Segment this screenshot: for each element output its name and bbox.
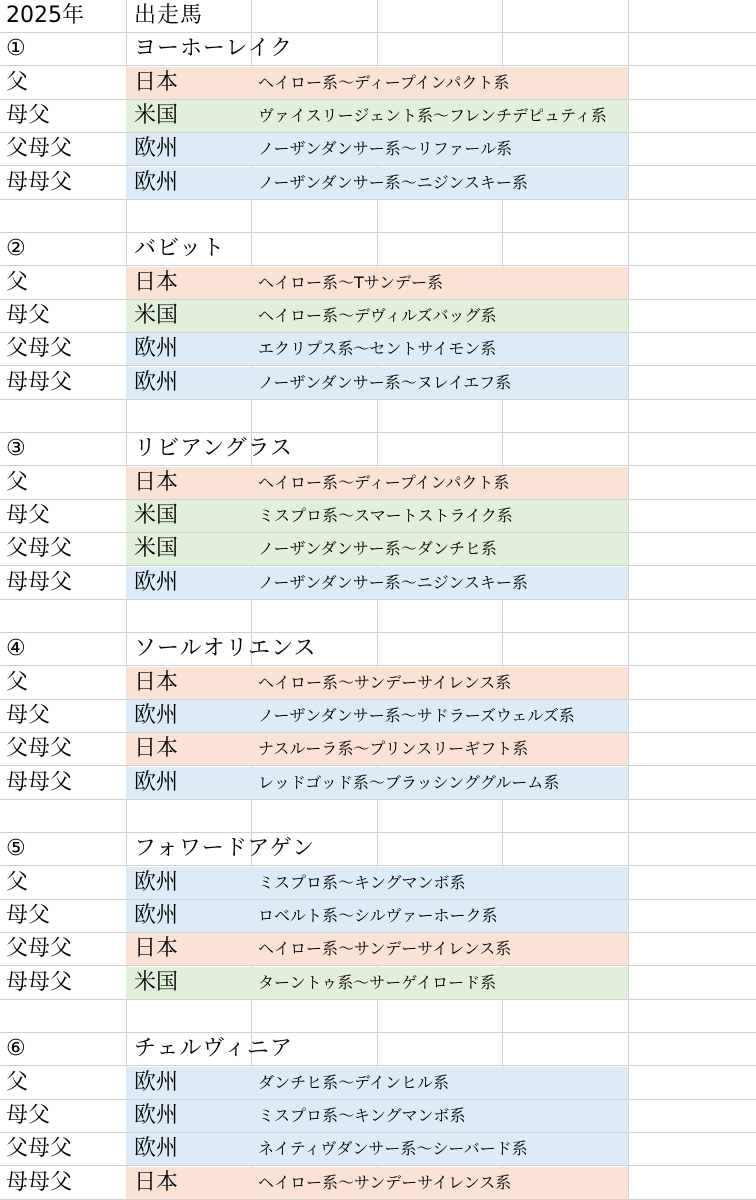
pedigree-row[interactable]	[0, 500, 756, 533]
region-cell[interactable]: 欧州	[134, 1102, 179, 1128]
sire-line-cell[interactable]: ヘイロー系～デヴィルズバッグ系	[258, 305, 497, 325]
region-cell[interactable]: 米国	[134, 536, 179, 562]
horse-number-cell[interactable]: ⑤	[6, 836, 26, 862]
region-cell[interactable]: 欧州	[134, 369, 179, 395]
relation-cell[interactable]: 母父	[6, 102, 51, 128]
horse-name-row[interactable]	[0, 433, 756, 466]
region-cell[interactable]: 欧州	[134, 769, 179, 795]
relation-cell[interactable]: 母母父	[6, 169, 73, 195]
horse-name-row[interactable]	[0, 1033, 756, 1066]
pedigree-row[interactable]	[0, 733, 756, 766]
pedigree-row[interactable]	[0, 167, 756, 200]
region-cell[interactable]: 日本	[134, 269, 179, 295]
relation-cell[interactable]: 父母父	[6, 1136, 73, 1162]
empty-row[interactable]	[0, 200, 756, 233]
region-cell[interactable]: 日本	[134, 469, 179, 495]
horse-name-cell[interactable]: チェルヴィニア	[134, 1036, 294, 1062]
sire-line-cell[interactable]: レッドゴッド系～ブラッシンググルーム系	[258, 772, 560, 792]
horse-name-cell[interactable]: バビット	[134, 236, 226, 262]
sire-line-cell[interactable]: ミスプロ系～スマートストライク系	[258, 505, 513, 525]
pedigree-row[interactable]	[0, 333, 756, 366]
region-cell[interactable]: 米国	[134, 102, 179, 128]
pedigree-row[interactable]	[0, 767, 756, 800]
pedigree-row[interactable]	[0, 1100, 756, 1133]
pedigree-row[interactable]	[0, 933, 756, 966]
relation-cell[interactable]: 母母父	[6, 569, 73, 595]
relation-cell[interactable]: 父母父	[6, 536, 73, 562]
sire-line-cell[interactable]: ミスプロ系～キングマンボ系	[258, 872, 466, 892]
year-cell[interactable]: 2025年	[6, 3, 84, 28]
pedigree-row[interactable]	[0, 567, 756, 600]
relation-cell[interactable]: 父	[6, 69, 29, 95]
pedigree-row[interactable]	[0, 300, 756, 333]
sire-line-cell[interactable]: ミスプロ系～キングマンボ系	[258, 1105, 466, 1125]
region-cell[interactable]: 欧州	[134, 1136, 179, 1162]
sire-line-cell[interactable]: ノーザンダンサー系～サドラーズウェルズ系	[258, 705, 575, 725]
relation-cell[interactable]: 父母父	[6, 136, 73, 162]
horse-name-row[interactable]	[0, 833, 756, 866]
horse-number-cell[interactable]: ①	[6, 36, 26, 62]
relation-cell[interactable]: 父	[6, 469, 29, 495]
relation-cell[interactable]: 父母父	[6, 336, 73, 362]
pedigree-row[interactable]	[0, 1133, 756, 1166]
horse-number-cell[interactable]: ⑥	[6, 1036, 26, 1062]
relation-cell[interactable]: 母母父	[6, 969, 73, 995]
region-cell[interactable]: 欧州	[134, 569, 179, 595]
sire-line-cell[interactable]: ヘイロー系～ディープインパクト系	[258, 72, 510, 92]
sire-line-cell[interactable]: ターントゥ系～サーゲイロード系	[258, 972, 497, 992]
relation-cell[interactable]: 母父	[6, 902, 51, 928]
sire-line-cell[interactable]: ノーザンダンサー系～ヌレイエフ系	[258, 372, 512, 392]
horse-number-cell[interactable]: ③	[6, 436, 26, 462]
pedigree-row[interactable]	[0, 133, 756, 166]
relation-cell[interactable]: 父	[6, 869, 29, 895]
sire-line-cell[interactable]: ノーザンダンサー系～ニジンスキー系	[258, 172, 528, 192]
sire-line-cell[interactable]: ノーザンダンサー系～ダンチヒ系	[258, 539, 497, 559]
horse-number-cell[interactable]: ④	[6, 636, 26, 662]
pedigree-row[interactable]	[0, 100, 756, 133]
sire-line-cell[interactable]: ダンチヒ系～デインヒル系	[258, 1072, 450, 1092]
region-cell[interactable]: 米国	[134, 969, 179, 995]
horse-number-cell[interactable]: ②	[6, 236, 26, 262]
horse-name-row[interactable]	[0, 633, 756, 666]
entries-header-cell[interactable]: 出走馬	[134, 3, 204, 28]
region-cell[interactable]: 日本	[134, 69, 179, 95]
horse-name-cell[interactable]: ヨーホーレイク	[134, 36, 294, 62]
region-cell[interactable]: 日本	[134, 669, 179, 695]
empty-row[interactable]	[0, 800, 756, 833]
pedigree-row[interactable]	[0, 700, 756, 733]
horse-name-cell[interactable]: フォワードアゲン	[134, 836, 316, 862]
pedigree-row[interactable]	[0, 1167, 756, 1200]
horse-name-row[interactable]	[0, 33, 756, 66]
horse-name-cell[interactable]: ソールオリエンス	[134, 636, 317, 662]
empty-row[interactable]	[0, 600, 756, 633]
relation-cell[interactable]: 母母父	[6, 369, 73, 395]
header-row[interactable]	[0, 0, 756, 33]
relation-cell[interactable]: 父母父	[6, 936, 73, 962]
region-cell[interactable]: 日本	[134, 936, 179, 962]
region-cell[interactable]: 米国	[134, 502, 179, 528]
horse-name-row[interactable]	[0, 233, 756, 266]
sire-line-cell[interactable]: ヘイロー系～Tサンデー系	[258, 272, 443, 292]
region-cell[interactable]: 日本	[134, 736, 179, 762]
region-cell[interactable]: 欧州	[134, 902, 179, 928]
sire-line-cell[interactable]: ネイティヴダンサー系～シーバード系	[258, 1139, 528, 1159]
pedigree-row[interactable]	[0, 967, 756, 1000]
pedigree-row[interactable]	[0, 467, 756, 500]
horse-name-cell[interactable]: リビアングラス	[134, 436, 294, 462]
pedigree-row[interactable]	[0, 1067, 756, 1100]
pedigree-row[interactable]	[0, 667, 756, 700]
relation-cell[interactable]: 父	[6, 669, 29, 695]
empty-row[interactable]	[0, 400, 756, 433]
region-cell[interactable]: 欧州	[134, 1069, 179, 1095]
pedigree-row[interactable]	[0, 900, 756, 933]
region-cell[interactable]: 米国	[134, 302, 179, 328]
sire-line-cell[interactable]: ナスルーラ系～プリンスリーギフト系	[258, 739, 529, 759]
relation-cell[interactable]: 母父	[6, 1102, 51, 1128]
sire-line-cell[interactable]: ヴァイスリージェント系～フレンチデピュティ系	[258, 105, 607, 125]
pedigree-row[interactable]	[0, 867, 756, 900]
sire-line-cell[interactable]: ヘイロー系～サンデーサイレンス系	[258, 939, 512, 959]
region-cell[interactable]: 欧州	[134, 702, 179, 728]
relation-cell[interactable]: 父	[6, 269, 29, 295]
sire-line-cell[interactable]: エクリプス系～セントサイモン系	[258, 339, 497, 359]
pedigree-row[interactable]	[0, 67, 756, 100]
relation-cell[interactable]: 母父	[6, 702, 51, 728]
region-cell[interactable]: 日本	[134, 1169, 179, 1195]
relation-cell[interactable]: 母母父	[6, 1169, 73, 1195]
region-cell[interactable]: 欧州	[134, 136, 179, 162]
sire-line-cell[interactable]: ノーザンダンサー系～リファール系	[258, 139, 513, 159]
relation-cell[interactable]: 父	[6, 1069, 29, 1095]
sire-line-cell[interactable]: ヘイロー系～ディープインパクト系	[258, 472, 510, 492]
pedigree-row[interactable]	[0, 267, 756, 300]
pedigree-row[interactable]	[0, 367, 756, 400]
pedigree-row[interactable]	[0, 533, 756, 566]
region-cell[interactable]: 欧州	[134, 336, 179, 362]
sire-line-cell[interactable]: ロベルト系～シルヴァーホーク系	[258, 905, 498, 925]
sire-line-cell[interactable]: ノーザンダンサー系～ニジンスキー系	[258, 572, 528, 592]
sire-line-cell[interactable]: ヘイロー系～サンデーサイレンス系	[258, 672, 512, 692]
region-cell[interactable]: 欧州	[134, 869, 179, 895]
relation-cell[interactable]: 父母父	[6, 736, 73, 762]
relation-cell[interactable]: 母父	[6, 502, 51, 528]
empty-row[interactable]	[0, 1000, 756, 1033]
relation-cell[interactable]: 母父	[6, 302, 51, 328]
region-cell[interactable]: 欧州	[134, 169, 179, 195]
relation-cell[interactable]: 母母父	[6, 769, 73, 795]
sire-line-cell[interactable]: ヘイロー系～サンデーサイレンス系	[258, 1172, 512, 1192]
